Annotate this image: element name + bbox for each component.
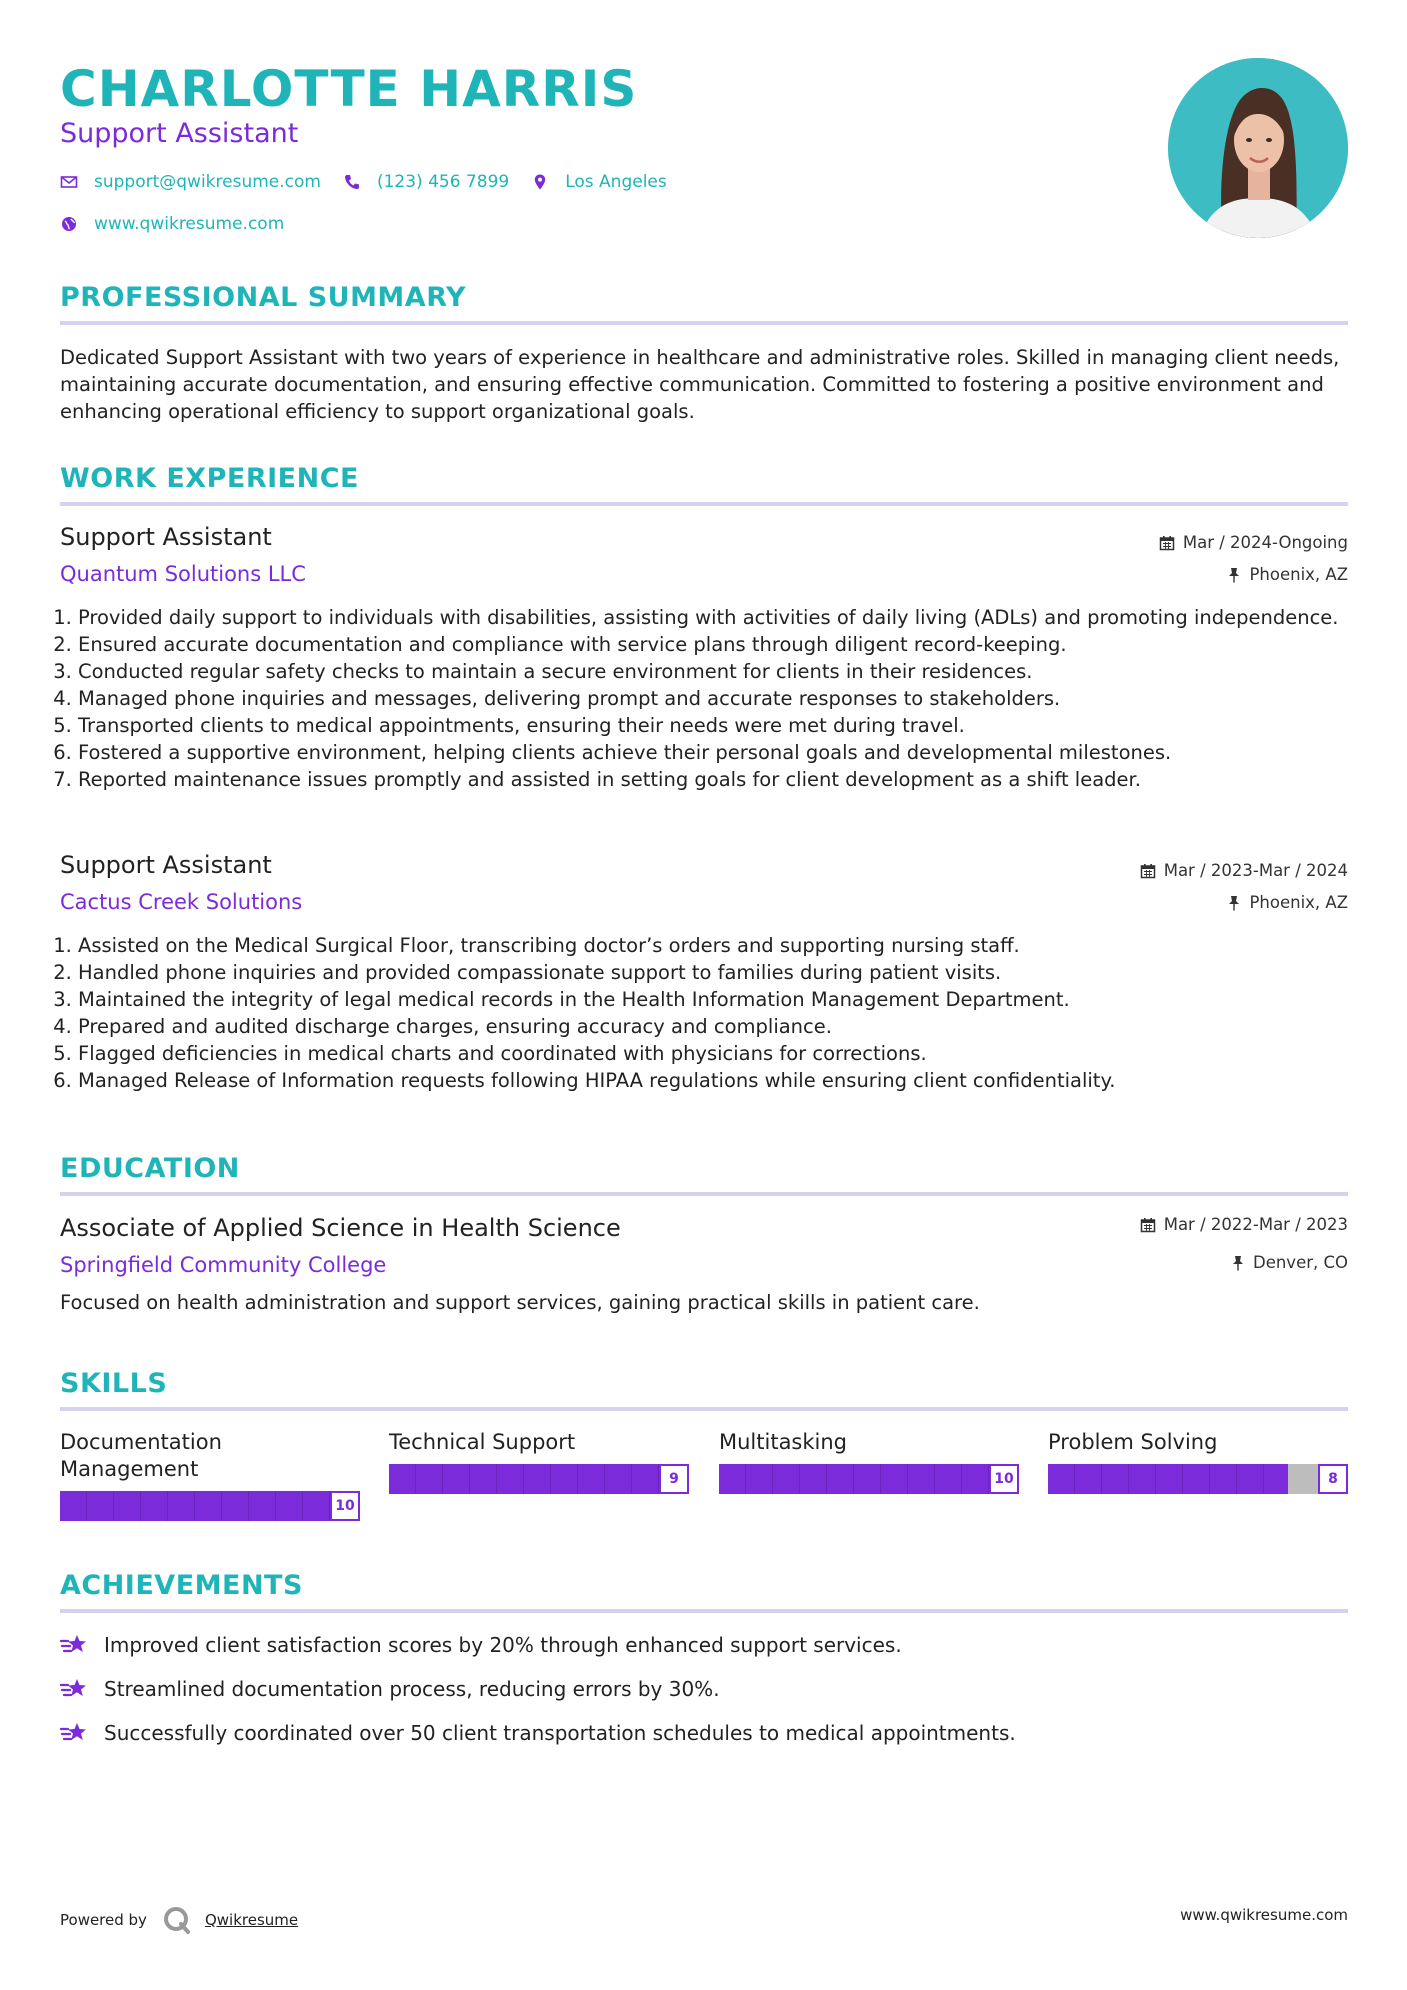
job-duties-list — [60, 604, 1348, 793]
skill-item — [389, 1429, 689, 1494]
job-dates — [1159, 533, 1348, 552]
achievement-item — [60, 1676, 720, 1702]
email-icon — [60, 173, 78, 191]
contact-row — [60, 172, 667, 192]
shooting-star-icon — [60, 1676, 90, 1702]
location-text: Los Angeles — [565, 172, 667, 192]
experience-heading: WORK EXPERIENCE — [60, 463, 359, 494]
summary-text: Dedicated Support Assistant with two years of experience in healthcare and administrative roles. Skilled in managing client needs, maintaining accurate documentation, and ensuring effective communication. Committed to fostering a positive environment and enhancing operational efficiency to support organizational goals. — [60, 346, 1340, 423]
achievement-text: Streamlined documentation process, reducing errors by 30%. — [104, 1677, 720, 1701]
list-item: 6. Fostered a supportive environment, helping clients achieve their personal goals and developmental milestones. — [78, 739, 1348, 766]
skill-name: Multitasking — [719, 1430, 848, 1454]
skill-name: Technical Support — [389, 1430, 576, 1454]
section-divider — [60, 1609, 1348, 1613]
summary-heading: PROFESSIONAL SUMMARY — [60, 282, 467, 313]
job-location-text: Phoenix, AZ — [1249, 565, 1348, 584]
list-item: 5. Flagged deficiencies in medical charts and coordinated with physicians for corrections. — [78, 1040, 1348, 1067]
education-dates — [1140, 1215, 1348, 1234]
education-description: Focused on health administration and support services, gaining practical skills in patient care. — [60, 1291, 980, 1314]
calendar-icon — [1140, 1217, 1156, 1233]
skill-bar-fill — [1048, 1464, 1288, 1494]
list-item: 7. Reported maintenance issues promptly and assisted in setting goals for client development as a shift leader. — [78, 766, 1348, 793]
job-dates — [1140, 861, 1348, 880]
achievement-text: Successfully coordinated over 50 client transportation schedules to medical appointments. — [104, 1721, 1016, 1745]
candidate-name: CHARLOTTE HARRIS — [60, 60, 638, 118]
globe-icon — [60, 215, 78, 233]
school-name: Springfield Community College — [60, 1253, 387, 1277]
pushpin-icon — [1227, 567, 1241, 583]
job-title: Support Assistant — [60, 851, 272, 879]
footer-powered-by — [60, 1905, 298, 1935]
shooting-star-icon — [60, 1632, 90, 1658]
shooting-star-icon — [60, 1720, 90, 1746]
company-name: Cactus Creek Solutions — [60, 890, 303, 914]
list-item: 1. Provided daily support to individuals with disabilities, assisting with activities of daily living (ADLs) and promoting independence. — [78, 604, 1348, 631]
pushpin-icon — [1227, 895, 1241, 911]
calendar-icon — [1140, 863, 1156, 879]
achievement-text: Improved client satisfaction scores by 20% through enhanced support services. — [104, 1633, 902, 1657]
skill-level: 10 — [330, 1491, 360, 1521]
skill-bar — [1048, 1464, 1348, 1494]
skill-bar-fill — [389, 1464, 659, 1494]
job-dates-text: Mar / 2024-Ongoing — [1182, 533, 1348, 552]
skill-level: 8 — [1318, 1464, 1348, 1494]
qwikresume-logo-icon — [161, 1905, 193, 1935]
list-item: 4. Prepared and audited discharge charges, ensuring accuracy and compliance. — [78, 1013, 1348, 1040]
website-row — [60, 214, 284, 234]
brand-link[interactable]: Qwikresume — [204, 1911, 299, 1929]
section-divider — [60, 1192, 1348, 1196]
skill-name: Documentation Management — [60, 1430, 222, 1481]
profile-photo — [1168, 58, 1348, 238]
skill-bar — [719, 1464, 1019, 1494]
skill-level: 9 — [659, 1464, 689, 1494]
list-item: 1. Assisted on the Medical Surgical Floor, transcribing doctor’s orders and supporting nursing staff. — [78, 932, 1348, 959]
list-item: 2. Ensured accurate documentation and compliance with service plans through diligent record-keeping. — [78, 631, 1348, 658]
company-name: Quantum Solutions LLC — [60, 562, 306, 586]
skill-item — [1048, 1429, 1348, 1494]
education-dates-text: Mar / 2022-Mar / 2023 — [1163, 1215, 1348, 1234]
skill-name: Problem Solving — [1048, 1430, 1218, 1454]
section-divider — [60, 321, 1348, 325]
skill-bar — [389, 1464, 689, 1494]
job-title: Support Assistant — [60, 523, 272, 551]
degree-title: Associate of Applied Science in Health Science — [60, 1214, 621, 1242]
achievement-item — [60, 1720, 1016, 1746]
skill-bar-fill — [719, 1464, 1019, 1494]
candidate-title: Support Assistant — [60, 118, 299, 149]
list-item: 6. Managed Release of Information requests following HIPAA regulations while ensuring client confidentiality. — [78, 1067, 1348, 1094]
skills-heading: SKILLS — [60, 1368, 168, 1399]
location-pin-icon — [531, 173, 549, 191]
footer-website[interactable]: www.qwikresume.com — [1180, 1906, 1348, 1924]
education-location-text: Denver, CO — [1252, 1253, 1348, 1272]
section-divider — [60, 502, 1348, 506]
resume-page — [60, 0, 1348, 1990]
skill-bar — [60, 1491, 360, 1521]
list-item: 4. Managed phone inquiries and messages, delivering prompt and accurate responses to stakeholders. — [78, 685, 1348, 712]
skill-item — [60, 1429, 360, 1521]
email-link[interactable]: support@qwikresume.com — [94, 172, 321, 192]
job-location — [1227, 893, 1348, 912]
list-item: 5. Transported clients to medical appointments, ensuring their needs were met during travel. — [78, 712, 1348, 739]
skill-bar-fill — [60, 1491, 360, 1521]
phone-number[interactable]: (123) 456 7899 — [376, 172, 510, 192]
website-link[interactable]: www.qwikresume.com — [94, 214, 285, 234]
job-location — [1227, 565, 1348, 584]
education-heading: EDUCATION — [60, 1153, 240, 1184]
powered-by-label: Powered by — [60, 1911, 147, 1929]
skill-item — [719, 1429, 1019, 1494]
list-item: 3. Maintained the integrity of legal medical records in the Health Information Management Department. — [78, 986, 1348, 1013]
section-divider — [60, 1407, 1348, 1411]
list-item: 2. Handled phone inquiries and provided compassionate support to families during patient visits. — [78, 959, 1348, 986]
list-item: 3. Conducted regular safety checks to maintain a secure environment for clients in their residences. — [78, 658, 1348, 685]
calendar-icon — [1159, 535, 1175, 551]
pushpin-icon — [1231, 1255, 1245, 1271]
education-location — [1231, 1253, 1348, 1272]
skill-level: 10 — [989, 1464, 1019, 1494]
achievements-heading: ACHIEVEMENTS — [60, 1570, 303, 1601]
achievement-item — [60, 1632, 902, 1658]
job-location-text: Phoenix, AZ — [1249, 893, 1348, 912]
job-duties-list — [60, 932, 1348, 1094]
job-dates-text: Mar / 2023-Mar / 2024 — [1163, 861, 1348, 880]
phone-icon — [343, 173, 361, 191]
